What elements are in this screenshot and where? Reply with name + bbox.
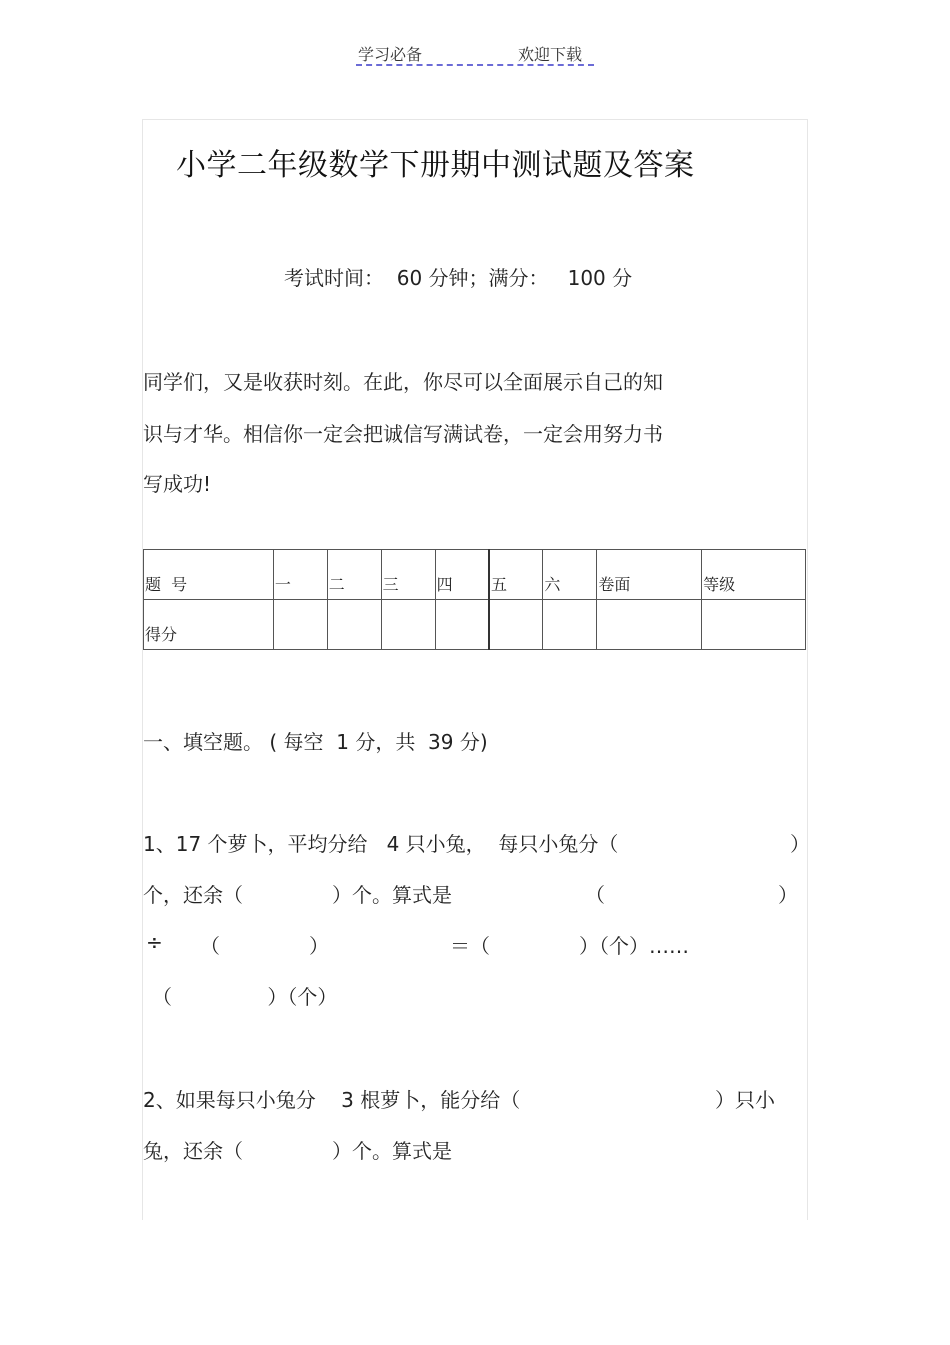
q1-line-3-equals: ＝（ ）（个）……	[450, 934, 690, 958]
score-table-label-5: 五	[491, 575, 508, 594]
score-table-header-row	[144, 550, 806, 600]
q1-line-1-close: ）	[790, 832, 810, 856]
score-table-label-2: 二	[328, 575, 345, 594]
q1-line-2-open: （	[585, 883, 605, 907]
score-table-label-1: 一	[274, 575, 291, 594]
q2-line-1-close: ）只小	[715, 1088, 775, 1112]
q1-line-2-close: ）	[778, 883, 798, 907]
intro-line-2: 识与才华。相信你一定会把诚信写满试卷，一定会用努力书	[143, 422, 663, 446]
q1-line-3-divide: ÷	[146, 930, 163, 954]
score-table-cell	[381, 600, 435, 650]
score-table-cell	[597, 600, 702, 650]
header-right-text: 欢迎下载	[518, 45, 583, 64]
score-table-score-row	[144, 600, 806, 650]
score-table-label-neatness: 卷面	[598, 575, 631, 594]
section-title-fill-in: 一、填空题。 ( 每空 1 分，共 39 分)	[143, 730, 488, 754]
score-table	[143, 549, 806, 650]
score-table-cell	[597, 550, 702, 600]
score-table-cell	[144, 550, 274, 600]
score-table-cell	[435, 550, 489, 600]
score-table-cell	[273, 550, 327, 600]
score-table-cell	[273, 600, 327, 650]
score-table-label-6: 六	[544, 575, 561, 594]
score-table-cell	[702, 550, 806, 600]
q1-line-3-blank: （ ）	[200, 934, 330, 958]
score-table-label-grade: 等级	[703, 575, 736, 594]
score-table-cell	[144, 600, 274, 650]
q2-line-2: 兔，还余（ ）个。算式是	[143, 1139, 453, 1163]
intro-line-1: 同学们，又是收获时刻。在此，你尽可以全面展示自己的知	[143, 370, 663, 394]
score-table-cell	[543, 550, 597, 600]
score-table-cell	[327, 600, 381, 650]
exam-info: 考试时间： 60 分钟；满分： 100 分	[284, 266, 633, 290]
page-header	[356, 42, 594, 66]
score-table-label-score: 得分	[145, 625, 178, 644]
score-table-label-question-no: 题 号	[145, 575, 188, 594]
score-table-cell	[702, 600, 806, 650]
score-table-cell	[543, 600, 597, 650]
intro-line-3: 写成功!	[143, 472, 212, 496]
score-table-cell	[435, 600, 489, 650]
score-table-cell	[381, 550, 435, 600]
score-table-cell	[489, 600, 543, 650]
q2-line-1: 2、如果每只小兔分 3 根萝卜，能分给（	[143, 1088, 521, 1112]
q1-line-4: （ ）（个）	[152, 985, 338, 1009]
q1-line-1: 1、17 个萝卜，平均分给 4 只小兔， 每只小兔分（	[143, 832, 619, 856]
score-table-label-3: 三	[382, 575, 399, 594]
score-table-label-4: 四	[436, 575, 453, 594]
score-table-cell	[489, 550, 543, 600]
q1-line-2: 个，还余（ ）个。算式是	[143, 883, 453, 907]
page-title: 小学二年级数学下册期中测试题及答案	[176, 148, 695, 183]
header-left-text: 学习必备	[358, 45, 423, 64]
score-table-cell	[327, 550, 381, 600]
